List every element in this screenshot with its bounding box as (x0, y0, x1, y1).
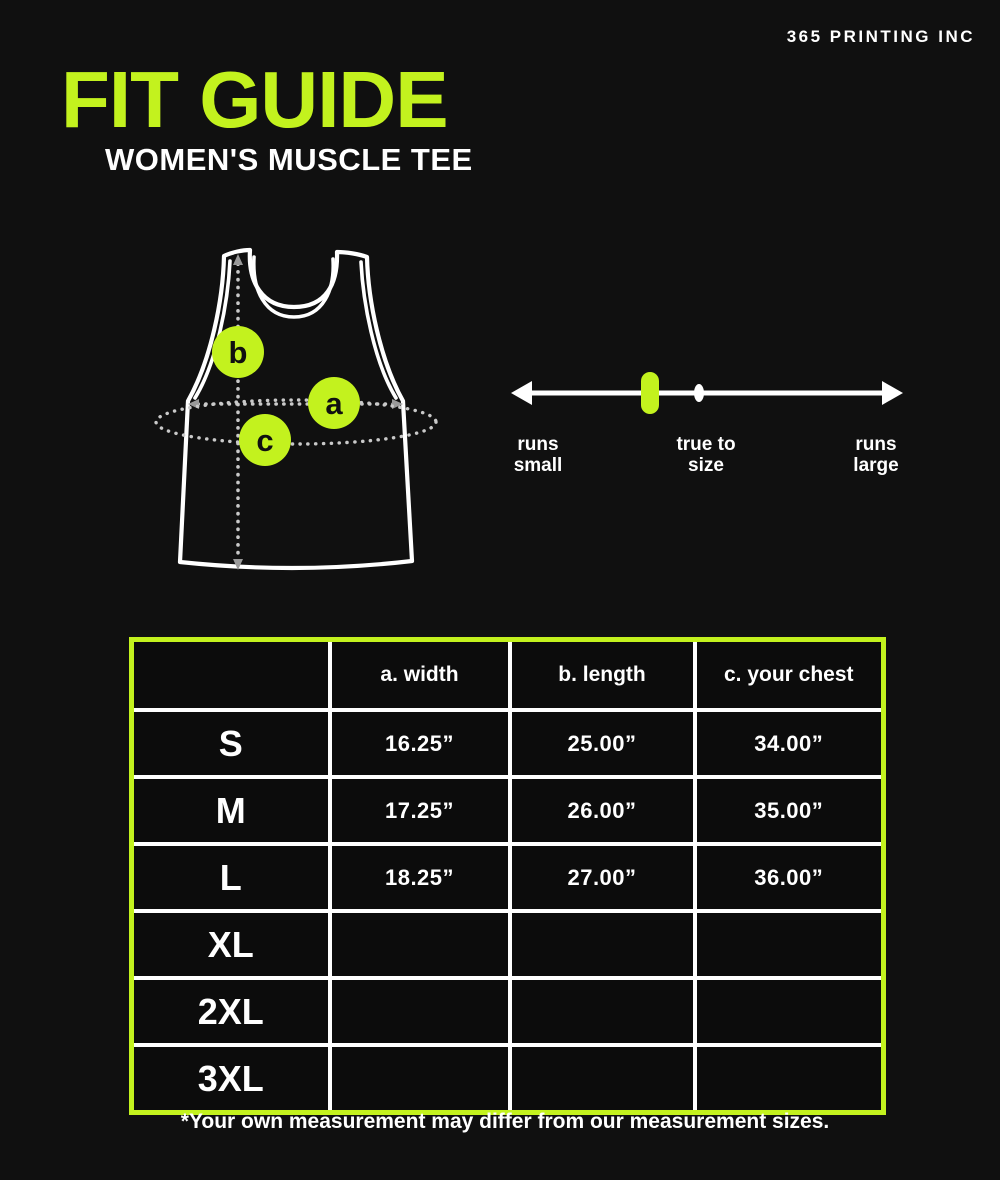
brand-name: 365 PRINTING INC (786, 27, 975, 46)
size-label: M (132, 777, 330, 844)
marker-b-label: b (228, 335, 248, 370)
length-value: 27.00” (510, 844, 695, 911)
width-value (330, 911, 510, 978)
marker-b (212, 326, 264, 378)
chest-value (695, 911, 884, 978)
marker-a (308, 377, 360, 429)
length-value (510, 1045, 695, 1113)
chest-value: 34.00” (695, 710, 884, 777)
size-label: 2XL (132, 978, 330, 1045)
col-header-width: a. width (330, 640, 510, 711)
length-value (510, 911, 695, 978)
fit-scale-axis (505, 367, 905, 421)
true-to-size-tick (694, 384, 704, 402)
runs-small-label: runs small (513, 434, 563, 476)
size-table-header-row (132, 640, 884, 711)
length-arrow-up (233, 254, 243, 265)
marker-c (239, 414, 291, 466)
fit-indicator (641, 372, 659, 414)
chest-value: 36.00” (695, 844, 884, 911)
measurement-disclaimer: *Your own measurement may differ from our measurement sizes. (180, 1110, 830, 1133)
size-label: L (132, 844, 330, 911)
width-value (330, 978, 510, 1045)
page-subtitle: WOMEN'S MUSCLE TEE (105, 142, 473, 177)
width-value (330, 1045, 510, 1113)
true-to-size-label: true to size (676, 434, 736, 476)
table-row-m (132, 777, 884, 844)
chest-measure-ellipse (156, 400, 436, 444)
table-row-s (132, 710, 884, 777)
col-header-chest: c. your chest (695, 640, 884, 711)
col-header-size (132, 640, 330, 711)
chest-value: 35.00” (695, 777, 884, 844)
marker-c-label: c (256, 423, 274, 458)
length-value: 25.00” (510, 710, 695, 777)
table-row-l (132, 844, 884, 911)
fit-scale-arrow-left (511, 381, 532, 405)
width-value: 18.25” (330, 844, 510, 911)
page-title: FIT GUIDE (61, 55, 448, 144)
table-row-2xl (132, 978, 884, 1045)
muscle-tee-illustration (150, 240, 450, 580)
marker-a-label: a (325, 386, 343, 421)
size-table (129, 637, 886, 1115)
col-header-length: b. length (510, 640, 695, 711)
length-value: 26.00” (510, 777, 695, 844)
table-row-3xl (132, 1045, 884, 1113)
garment-diagram (150, 240, 450, 580)
chest-value (695, 978, 884, 1045)
width-value: 17.25” (330, 777, 510, 844)
fit-scale-arrow-right (882, 381, 903, 405)
length-value (510, 978, 695, 1045)
runs-large-label: runs large (853, 434, 899, 476)
size-label: 3XL (132, 1045, 330, 1113)
fit-scale (505, 367, 905, 477)
table-row-xl (132, 911, 884, 978)
chest-value (695, 1045, 884, 1113)
size-label: S (132, 710, 330, 777)
width-value: 16.25” (330, 710, 510, 777)
muscle-tee-outline (180, 250, 412, 568)
size-label: XL (132, 911, 330, 978)
